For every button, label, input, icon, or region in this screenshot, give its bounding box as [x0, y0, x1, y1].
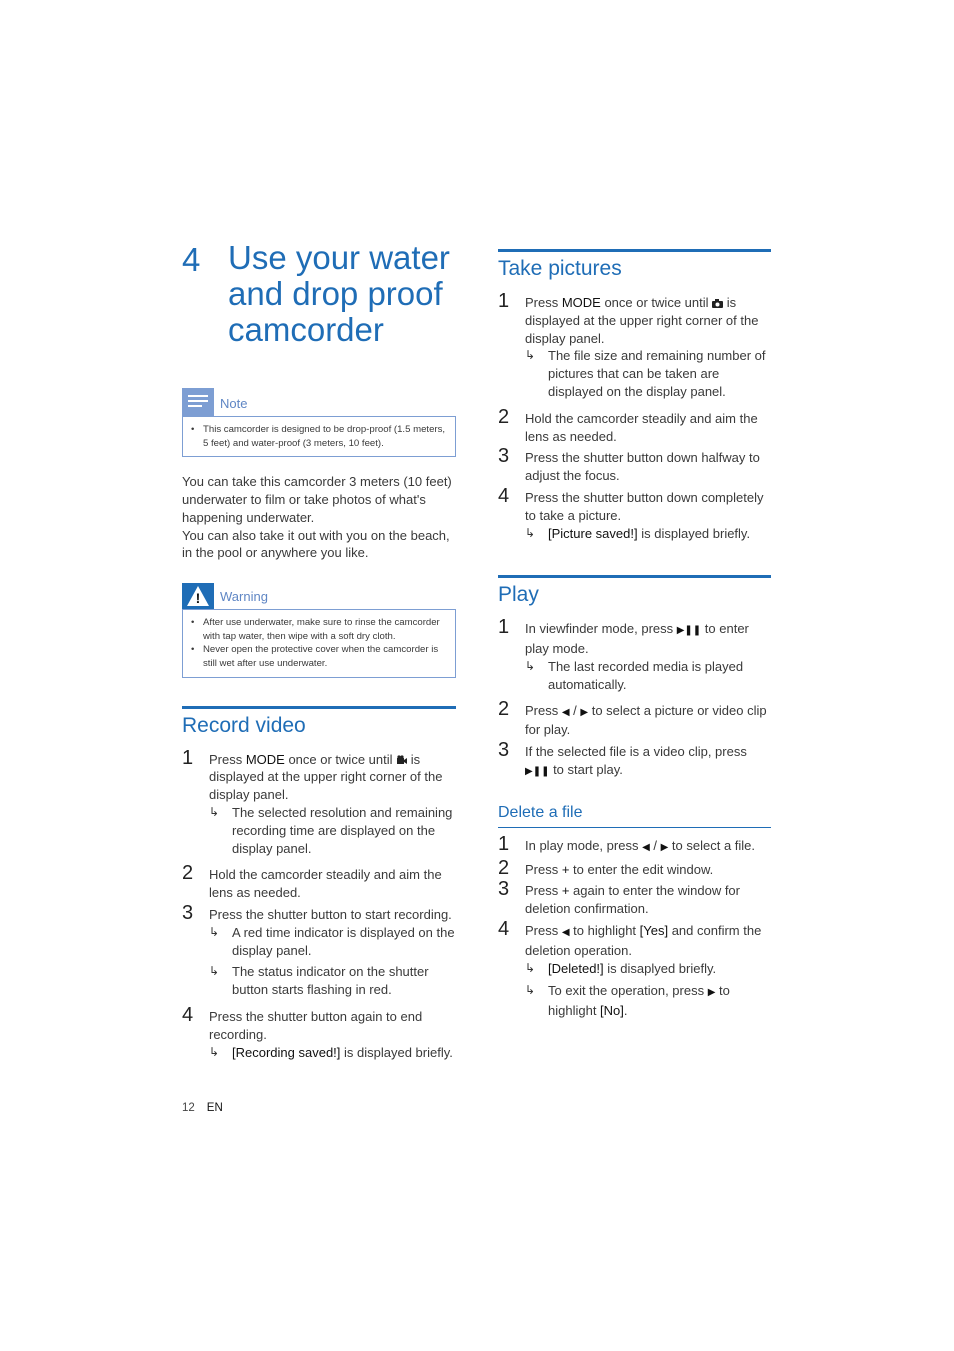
step-body: In viewfinder mode, press ▶❚❚ to enter play mode. ↳ The last recorded media is played automatically.: [525, 620, 771, 693]
intro-paragraph: You can take this camcorder 3 meters (10 feet) underwater to film or take photos of what's happening underwater.: [182, 474, 452, 525]
step-result: ↳ The file size and remaining number of pictures that can be taken are displayed on the display panel.: [525, 348, 766, 399]
result-arrow-icon: ↳: [209, 804, 220, 819]
status-message: [Deleted!]: [548, 960, 604, 976]
chapter-title-line: Use your water: [228, 239, 450, 276]
left-column: [182, 240, 456, 1061]
chapter-title: [228, 240, 450, 348]
step-number: 3: [498, 739, 510, 762]
record-step-4: [182, 1003, 456, 1061]
play-section-title: Play: [498, 583, 539, 607]
step-number: 4: [182, 1003, 194, 1026]
left-arrow-icon: ◀: [642, 841, 650, 853]
plus-keyword: +: [561, 861, 570, 877]
step-number: 2: [498, 405, 510, 428]
step-number: 1: [498, 290, 510, 312]
record-step-2: [182, 862, 456, 902]
step-body: Hold the camcorder steadily and aim the lens as needed.: [525, 410, 758, 444]
step-result: ↳ A red time indicator is displayed on the display panel.: [209, 924, 455, 958]
step-body: Hold the camcorder steadily and aim the lens as needed.: [209, 867, 442, 901]
play-step-3: [498, 739, 771, 781]
step-result: ↳ The last recorded media is played automatically.: [525, 658, 744, 692]
result-arrow-icon: ↳: [525, 983, 536, 998]
step-body: Press the shutter button to start recording. ↳ A red time indicator is displayed on the display panel. ↳ The status indicator on the shutter button starts flashing in red.: [209, 906, 455, 998]
delete-step-2: [498, 856, 771, 879]
record-step-3: [182, 901, 456, 999]
play-step-2: [498, 697, 771, 740]
pictures-step-2: [498, 405, 771, 446]
note-box: [182, 388, 456, 457]
right-arrow-icon: ▶: [580, 706, 589, 718]
step-body: Press the shutter button down completely to take a picture. ↳ [Picture saved!] is displayed briefly.: [525, 489, 771, 542]
note-content: [182, 416, 456, 457]
chapter-title-line: and drop proof: [228, 275, 443, 312]
step-body: Press MODE once or twice until is displayed at the upper right corner of the display panel. ↳ The file size and remaining number of pictures that can be taken are displayed on the display panel.: [525, 294, 771, 401]
step-number: 1: [182, 746, 194, 769]
note-icon: [182, 388, 214, 416]
pictures-step-1: [498, 290, 771, 401]
step-number: 2: [498, 856, 510, 879]
step-body: Press the shutter button again to end recording. ↳ [Recording saved!] is displayed briefly.: [209, 1008, 456, 1061]
page-number: 12: [182, 1102, 195, 1114]
intro-paragraph: You can also take it out with you on the beach, in the pool or anywhere you like.: [182, 527, 450, 561]
play-pause-icon: ▶❚❚: [676, 625, 702, 637]
delete-step-4: [498, 917, 771, 1020]
language-code: EN: [206, 1102, 223, 1114]
step-body: Press ◀ to highlight [Yes] and confirm the deletion operation. ↳ [Deleted!] is disaplyed briefly. ↳ To exit the operation, press ▶ to highlight [No].: [525, 922, 771, 1020]
pictures-step-3: [498, 445, 771, 485]
warning-item: • After use underwater, make sure to rinse the camcorder with tap water, then wipe with a soft dry cloth.: [191, 616, 447, 643]
pictures-step-4: [498, 484, 771, 542]
mode-keyword: MODE: [245, 751, 285, 767]
result-arrow-icon: ↳: [209, 964, 220, 979]
pictures-section-title: Take pictures: [498, 257, 622, 280]
warning-label: Warning: [220, 589, 268, 605]
note-header: [182, 388, 456, 416]
record-steps: [182, 746, 456, 1062]
right-arrow-icon: ▶: [660, 841, 669, 853]
result-arrow-icon: ↳: [525, 960, 536, 975]
step-body: Press the shutter button down halfway to adjust the focus.: [525, 450, 760, 484]
delete-step-1: [498, 832, 771, 857]
note-label: Note: [220, 396, 248, 411]
delete-steps: [498, 832, 771, 1020]
play-step-1: [498, 616, 771, 693]
yes-keyword: [Yes]: [639, 922, 669, 938]
warning-box: [182, 583, 456, 677]
step-result: ↳ [Recording saved!] is displayed briefly.: [209, 1044, 453, 1060]
step-number: 3: [182, 901, 194, 924]
step-result: ↳ [Deleted!] is disaplyed briefly.: [525, 960, 717, 976]
pictures-section-rule: [498, 249, 771, 252]
play-steps: [498, 616, 771, 780]
mode-keyword: MODE: [561, 295, 601, 310]
warning-content: [182, 609, 456, 677]
result-arrow-icon: ↳: [525, 525, 536, 540]
step-number: 1: [498, 832, 510, 855]
chapter-title-line: camcorder: [228, 311, 384, 348]
step-body: Press + again to enter the window for deletion confirmation.: [525, 883, 740, 917]
record-section-title: Record video: [182, 713, 306, 737]
step-number: 4: [498, 917, 510, 940]
step-result: ↳ The selected resolution and remaining recording time are displayed on the display panel.: [209, 804, 453, 856]
plus-keyword: +: [561, 883, 570, 899]
record-section-rule: [182, 706, 456, 709]
step-body: Press + to enter the edit window.: [525, 861, 714, 877]
step-number: 2: [498, 697, 510, 720]
step-body: Press MODE once or twice until is displayed at the upper right corner of the display panel. ↳ The selected resolution and remaining recording time are displayed on the display panel.: [209, 751, 456, 858]
left-arrow-icon: ◀: [561, 706, 570, 718]
record-step-1: [182, 746, 456, 858]
warning-header: [182, 583, 456, 609]
left-arrow-icon: ◀: [561, 926, 570, 938]
photo-camera-icon: [712, 299, 723, 308]
delete-step-3: [498, 878, 771, 918]
note-item: • This camcorder is designed to be drop-proof (1.5 meters, 5 feet) and water-proof (3 meters, 10 feet).: [191, 423, 447, 450]
step-number: 3: [498, 445, 510, 468]
delete-section-title: Delete a file: [498, 803, 583, 821]
result-arrow-icon: ↳: [209, 1044, 220, 1059]
pictures-steps: [498, 290, 771, 542]
status-message: [Picture saved!]: [548, 525, 638, 541]
chapter-heading: [182, 240, 456, 348]
warning-item: • Never open the protective cover when the camcorder is still wet after use underwater.: [191, 643, 447, 670]
result-arrow-icon: ↳: [209, 924, 220, 939]
delete-section-rule: [498, 827, 771, 828]
step-result: ↳ To exit the operation, press ▶ to highlight [No].: [525, 983, 730, 1019]
step-number: 1: [498, 616, 510, 639]
step-number: 3: [498, 878, 510, 901]
warning-icon: [182, 583, 214, 609]
step-number: 4: [498, 484, 510, 507]
right-column: [498, 249, 771, 1020]
warning-symbol: !: [195, 590, 201, 607]
chapter-number: 4: [182, 241, 201, 278]
right-arrow-icon: ▶: [707, 987, 716, 999]
no-keyword: [No]: [600, 1003, 624, 1019]
step-body: In play mode, press ◀ / ▶ to select a file.: [525, 837, 756, 853]
step-body: Press ◀ / ▶ to select a picture or video clip for play.: [525, 702, 767, 738]
step-result: ↳ The status indicator on the shutter button starts flashing in red.: [209, 964, 429, 998]
video-camera-icon: [396, 755, 407, 765]
intro-text: [182, 473, 456, 562]
page-footer: [182, 1102, 223, 1114]
play-pause-icon: ▶❚❚: [525, 765, 550, 777]
step-result: ↳ [Picture saved!] is displayed briefly.: [525, 525, 751, 541]
step-number: 2: [182, 862, 194, 885]
result-arrow-icon: ↳: [525, 348, 536, 363]
play-section-rule: [498, 575, 771, 578]
result-arrow-icon: ↳: [525, 658, 536, 673]
status-message: [Recording saved!]: [232, 1044, 341, 1060]
step-body: If the selected file is a video clip, press ▶❚❚ to start play.: [525, 744, 747, 777]
